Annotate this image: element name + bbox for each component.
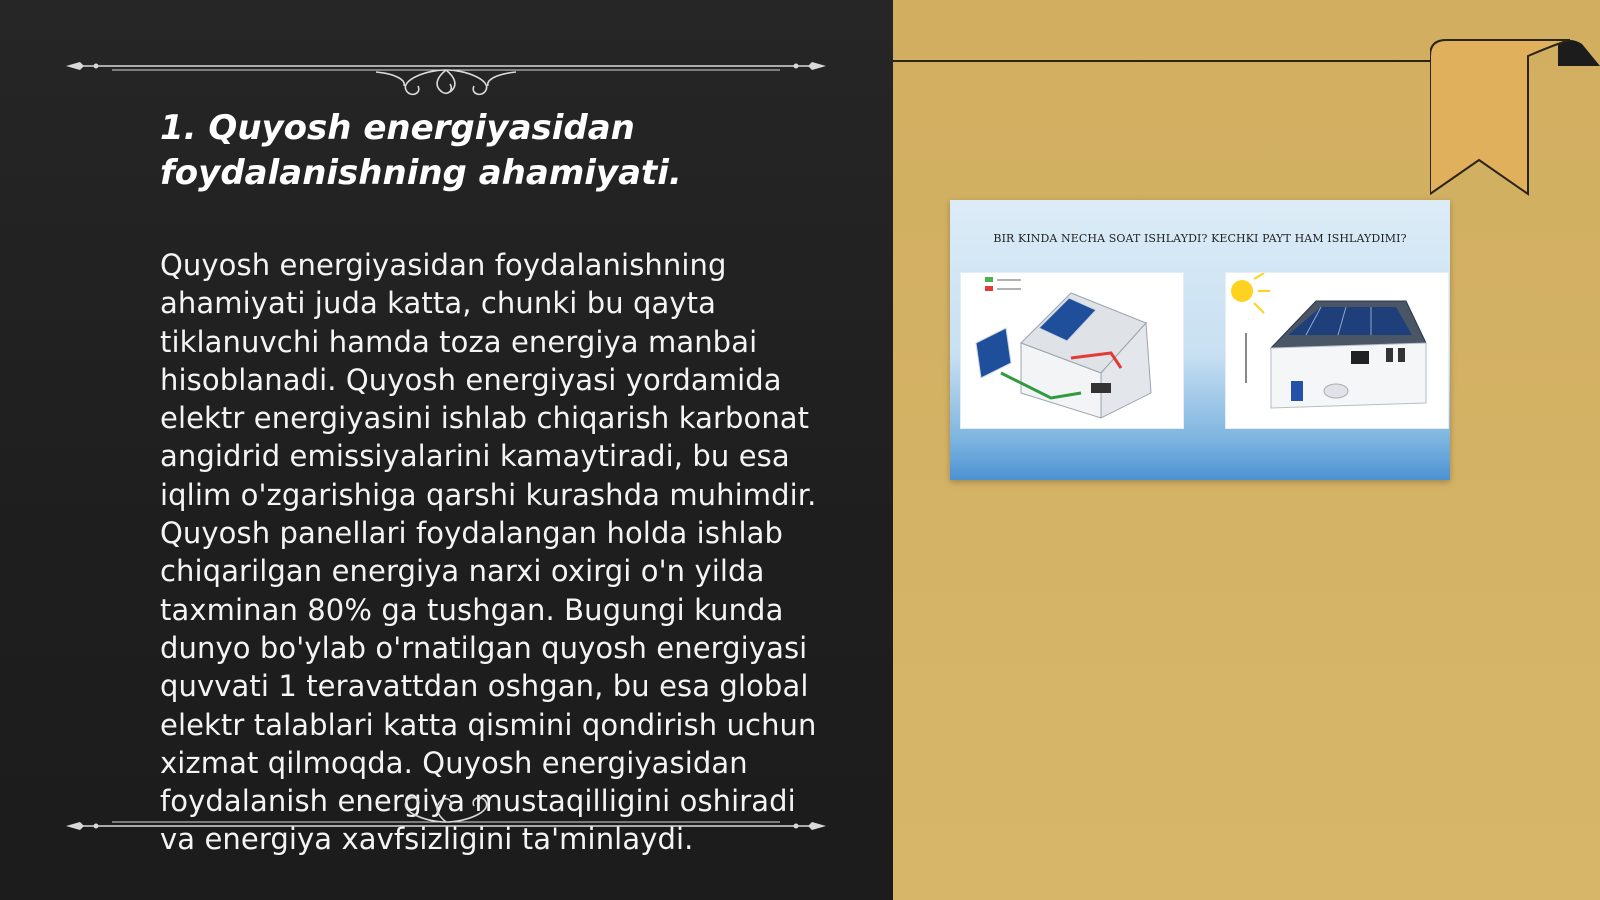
ribbon-body xyxy=(1430,40,1570,194)
divider-line xyxy=(893,60,1433,62)
bottom-ornament xyxy=(66,784,826,844)
image-caption: BIR KINDA NECHA SOAT ISHLAYDI? KECHKI PAYT HAM ISHLAYDIMI? xyxy=(993,232,1407,245)
slide-body-text: Quyosh energiyasidan foydalanishning ahamiyati juda katta, chunki bu qayta tiklanuvchi hamda toza energiya manbai hisoblanadi. Quyosh energiyasi yordamida elektr energiyasini ishlab chiqarish karbonat angidrid emissiyalarini kamaytiradi, bu esa iqlim o'zgarishiga qarshi kurashda muhimdir. Quyosh panellari foydalangan holda ishlab chiqarilgan energiya narxi oxirgi o'n yilda taxminan 80% ga tushgan. Bugungi kunda dunyo bo'ylab o'rnatilgan quyosh energiyasi quvvati 1 teravattdan oshgan, bu esa global elektr talablari katta qismini qondirish uchun xizmat qilmoqda. Quyosh energiyasidan foydalanish energiya mustaqilligini oshiradi va energiya xavfsizligini ta'minlaydi. xyxy=(160,248,817,857)
bookmark-ribbon xyxy=(1430,36,1600,198)
ribbon-fold-shadow xyxy=(1558,40,1600,66)
slide-title xyxy=(160,106,860,196)
title-line-2: foydalanishning ahamiyati. xyxy=(160,153,682,193)
top-ornament xyxy=(66,40,826,100)
title-line-1: 1. Quyosh energiyasidan xyxy=(160,108,635,148)
house-illustration-icon xyxy=(961,273,1183,428)
house-diagram-left xyxy=(960,272,1184,429)
house-with-sun-icon xyxy=(1226,273,1448,428)
house-diagram-right xyxy=(1225,272,1449,429)
sun-icon xyxy=(1231,280,1253,302)
solar-house-image xyxy=(950,200,1450,480)
